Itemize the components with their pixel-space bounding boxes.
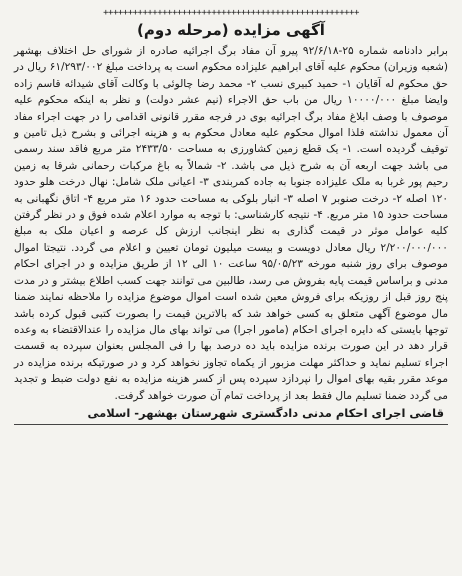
bottom-divider	[14, 424, 448, 425]
decorative-top-border: ++++++++++++++++++++++++++++++++++++++++++++++++++++	[103, 8, 359, 18]
notice-body: برابر دادنامه شماره ۲۵-۹۲/۶/۱۸ پیرو آن مفاد برگ اجرائیه صادره از شورای حل اختلاف بهشهر (شعبه وزیران) محکوم علیه آقای ابراهیم علیزاده محکوم است به پرداخت مبلغ ۶۱/۲۹۳/۰۰۲ ریال در حق محکوم له آقایان ۱- حمید کبیری نسب ۲- محمد رضا چالوئی با وکالت آقای شیدائه قاسم زاده وایضا مبلغ ۱۰۰۰۰/۰۰۰ ریال من باب حق الاجراء (نیم عشر دولت) و نظر به اینکه محکوم علیه موصوف با وصف ابلاغ مفاد برگ اجرائیه بوی در فرجه مقرر قانونی اقدامی را در جهت اجراء مفاد آن معمول نداشته فلذا اموال محکوم علیه معادل محکوم به و هزینه اجرائی و بشرح ذیل تامین و توقیف گردیده است. ۱- یک قطع زمین کشاورزی به مساحت ۲۴۳۳/۵۰ متر مربع فاقد سند رسمی می باشد جهت اربعه آن به شرح ذیل می باشد. ۲- شمالاً به باغ مرکبات رحمانی شرقا به زمین رحیم پور غربا به ملک علیزاده جنوبا به جاده کمربندی ۳- اعیانی ملک شامل: نهال درخت هلو حدود ۱۲۰ اصله ۲- درخت صنوبر ۷ اصله ۳- انبار بلوکی به مساحت حدود ۱۶ متر مربع ۴- اتاق نگهبانی به مساحت حدود ۱۵ متر مربع. ۴- نتیجه کارشناسی: با توجه به موارد اعلام شده فوق و در نظر گرفتن کلیه عوامل موثر در قیمت گذاری به نظر اینجانب ارزش کل عرصه و اعیان ملک به مبلغ ۲/۲۰۰/۰۰۰/۰۰۰ ریال معادل دویست و بیست میلیون تومان تعیین و اعلام می گردد. نتیجتا اموال موصوف برای روز شنبه مورخه ۹۵/۰۵/۲۳ ساعت ۱۰ الی ۱۲ از طریق مزایده و در اجرای احکام مدنی و براساس قیمت پایه بفروش می رسد، طالبین می توانند جهت کسب اطلاع بیشتر و در مدت پنج روز قبل از روزیکه برای فروش معین شده است اموال موضوع مزایده را ملاحظه نمایند ضمنا مال موضوع آگهی متعلق به کسی خواهد شد که بالاترین قیمت را بصورت کتبی قبول کرده باشد توجها بایستی که دایره اجرای احکام (مامور اجرا) می تواند بهای مال مزایده را عندالاقتضاء به وعده قرار دهد در این صورت برنده مزایده باید ده درصد بها را فی المجلس بعنوان سپرده به قسمت اجراء تسلیم نماید و حداکثر مهلت مزبور از یکماه تجاوز نخواهد کرد و در صورتیکه برنده مزایده در موعد مقرر بقیه بهای اموال را نپردازد سپرده پس از کسر هزینه مزایده به نفع دولت ضبط و تجدید می گردد ضمنا تسلیم مال فقط بعد از پرداخت تمام آن صورت خواهد گرفت.	[14, 45, 449, 402]
notice-title: آگهی مزایده (مرحله دوم)	[137, 21, 325, 39]
judge-signature-line: قاضی اجرای احکام مدنی دادگستری شهرستان بهشهر- اسلامی	[87, 405, 444, 420]
